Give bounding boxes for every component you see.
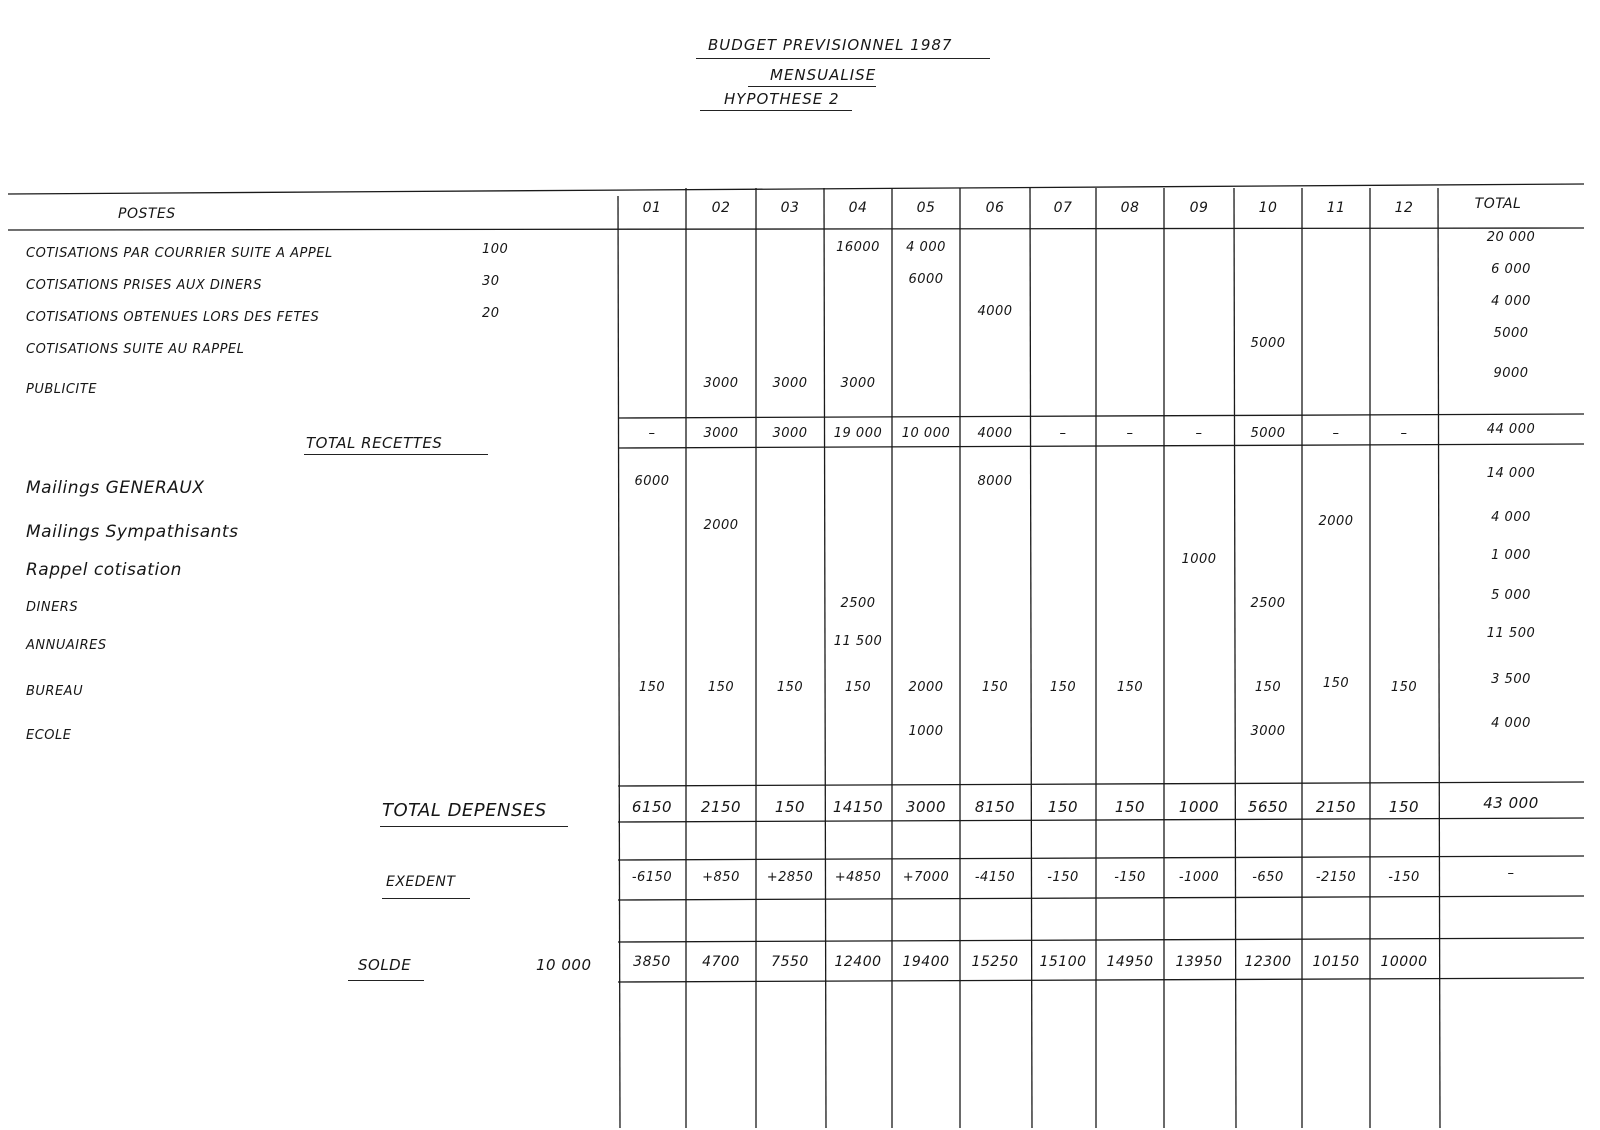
depense-cell: 6000: [634, 474, 670, 489]
recette-note: 20: [482, 306, 500, 321]
depense-total: 11 500: [1486, 626, 1536, 641]
month-header-08: 08: [1120, 200, 1140, 216]
depense-cell: 1000: [1181, 552, 1217, 567]
recette-total: 6 000: [1491, 262, 1531, 277]
depense-cell: 150: [1322, 676, 1350, 691]
month-header-07: 07: [1053, 200, 1073, 216]
total-recettes-label: TOTAL RECETTES: [306, 434, 443, 452]
recette-label: COTISATIONS SUITE AU RAPPEL: [26, 342, 245, 357]
total-recettes-cell: 10 000: [901, 426, 951, 441]
solde-cell: 12400: [834, 954, 882, 970]
depense-cell: 150: [844, 680, 872, 695]
total-recettes-cell: –: [1126, 426, 1134, 441]
excedent-cell: -1000: [1178, 870, 1220, 885]
total-depenses-underline: [380, 826, 568, 827]
total-recettes-cell: 4000: [977, 426, 1013, 441]
recette-total: 9000: [1493, 366, 1529, 381]
recette-cell: 3000: [772, 376, 808, 391]
column-divider: [1030, 188, 1032, 1128]
total-depenses-total: 43 000: [1483, 794, 1539, 812]
depense-label: ECOLE: [26, 728, 72, 743]
depense-label: Mailings Sympathisants: [26, 522, 239, 542]
depense-cell: 11 500: [833, 634, 883, 649]
depense-cell: 150: [1049, 680, 1077, 695]
solde-cell: 4700: [702, 954, 740, 970]
depense-cell: 150: [1390, 680, 1418, 695]
month-header-10: 10: [1258, 200, 1278, 216]
total-recettes-cell: –: [1059, 426, 1067, 441]
depense-cell: 2500: [1250, 596, 1286, 611]
month-header-02: 02: [711, 200, 731, 216]
solde-cell: 15100: [1039, 954, 1087, 970]
total-depenses-cell: 8150: [974, 798, 1016, 816]
total-recettes-cell: –: [1332, 426, 1340, 441]
excedent-label: EXEDENT: [386, 874, 456, 890]
excedent-underline: [382, 898, 470, 899]
excedent-cell: -650: [1252, 870, 1284, 885]
solde-cell: 13950: [1175, 954, 1223, 970]
recette-cell: 5000: [1250, 336, 1286, 351]
column-divider: [618, 196, 620, 1128]
depense-cell: 2000: [703, 518, 739, 533]
excedent-cell: -150: [1388, 870, 1420, 885]
total-depenses-cell: 3000: [905, 798, 947, 816]
total-depenses-cell: 1000: [1178, 798, 1220, 816]
depense-label: ANNUAIRES: [26, 638, 107, 653]
month-header-03: 03: [780, 200, 800, 216]
depense-total: 4 000: [1491, 510, 1531, 525]
total-recettes-cell: –: [1195, 426, 1203, 441]
solde-cell: 12300: [1244, 954, 1292, 970]
excedent-cell: +2850: [766, 870, 814, 885]
month-header-09: 09: [1189, 200, 1209, 216]
excedent-cell: +4850: [834, 870, 882, 885]
recette-cell: 4 000: [906, 240, 946, 255]
month-header-04: 04: [848, 200, 868, 216]
depense-cell: 150: [1254, 680, 1282, 695]
solde-cell: 3850: [633, 954, 671, 970]
recette-total: 4 000: [1491, 294, 1531, 309]
total-recettes-cell: 5000: [1250, 426, 1286, 441]
total-depenses-cell: 2150: [700, 798, 742, 816]
month-header-11: 11: [1326, 200, 1346, 216]
header-rule: [8, 228, 1584, 230]
recette-note: 100: [482, 242, 509, 257]
column-divider: [1234, 188, 1236, 1128]
total-recettes-cell: –: [1400, 426, 1408, 441]
depense-total: 4 000: [1491, 716, 1531, 731]
depense-cell: 150: [638, 680, 666, 695]
total-recettes-cell: 19 000: [833, 426, 883, 441]
total-depenses-cell: 14150: [832, 798, 884, 816]
depense-total: 3 500: [1491, 672, 1531, 687]
excedent-total: –: [1507, 866, 1515, 881]
depense-cell: 150: [707, 680, 735, 695]
document-title: BUDGET PREVISIONNEL 1987: [708, 36, 953, 54]
solde-cell: 15250: [971, 954, 1019, 970]
total-depenses-label: TOTAL DEPENSES: [382, 800, 547, 821]
excedent-cell: +850: [702, 870, 740, 885]
recette-cell: 6000: [908, 272, 944, 287]
excedent-cell: -150: [1047, 870, 1079, 885]
solde-cell: 19400: [902, 954, 950, 970]
solde-underline: [348, 980, 424, 981]
excedent-cell: +7000: [902, 870, 950, 885]
recette-label: COTISATIONS OBTENUES LORS DES FETES: [26, 310, 320, 325]
total-recettes-total: 44 000: [1486, 422, 1536, 437]
postes-header: POSTES: [118, 206, 176, 222]
excedent-cell: -2150: [1315, 870, 1357, 885]
solde-cell: 10150: [1312, 954, 1360, 970]
total-header: TOTAL: [1474, 196, 1522, 212]
depense-label: Mailings GENERAUX: [26, 478, 205, 498]
solde-initial: 10 000: [536, 956, 592, 974]
recette-cell: 16000: [836, 240, 880, 255]
depense-cell: 2000: [908, 680, 944, 695]
month-header-12: 12: [1394, 200, 1414, 216]
total-recettes-cell: 3000: [703, 426, 739, 441]
depense-total: 1 000: [1491, 548, 1531, 563]
solde-cell: 14950: [1106, 954, 1154, 970]
recette-label: COTISATIONS PRISES AUX DINERS: [26, 278, 262, 293]
depense-cell: 3000: [1250, 724, 1286, 739]
total-recettes-underline: [304, 454, 488, 455]
depense-label: BUREAU: [26, 684, 84, 699]
column-divider: [824, 188, 826, 1128]
depense-cell: 8000: [977, 474, 1013, 489]
depense-cell: 2000: [1318, 514, 1354, 529]
recette-label: PUBLICITE: [26, 382, 97, 397]
total-depenses-cell: 150: [774, 798, 806, 816]
recette-total: 20 000: [1486, 230, 1536, 245]
month-header-06: 06: [985, 200, 1005, 216]
excedent-cell: -150: [1114, 870, 1146, 885]
depense-label: Rappel cotisation: [26, 560, 182, 580]
total-recettes-cell: 3000: [772, 426, 808, 441]
recette-label: COTISATIONS PAR COURRIER SUITE A APPEL: [26, 246, 333, 261]
total-depenses-cell: 5650: [1247, 798, 1289, 816]
recette-total: 5000: [1493, 326, 1529, 341]
depense-total: 14 000: [1486, 466, 1536, 481]
excedent-cell: -6150: [631, 870, 673, 885]
depense-label: DINERS: [26, 600, 79, 615]
month-header-05: 05: [916, 200, 936, 216]
top-rule: [8, 184, 1584, 194]
solde-label: SOLDE: [358, 956, 412, 974]
total-depenses-cell: 150: [1388, 798, 1420, 816]
depense-cell: 150: [981, 680, 1009, 695]
depense-total: 5 000: [1491, 588, 1531, 603]
recette-cell: 3000: [703, 376, 739, 391]
depense-cell: 150: [776, 680, 804, 695]
recette-cell: 3000: [840, 376, 876, 391]
total-depenses-cell: 150: [1114, 798, 1146, 816]
document-hypothesis: HYPOTHESE 2: [724, 90, 840, 108]
recette-note: 30: [482, 274, 500, 289]
total-depenses-cell: 2150: [1315, 798, 1357, 816]
solde-cell: 10000: [1380, 954, 1428, 970]
recette-cell: 4000: [977, 304, 1013, 319]
depense-cell: 1000: [908, 724, 944, 739]
document-subtitle: MENSUALISE: [770, 66, 877, 84]
total-recettes-cell: –: [648, 426, 656, 441]
total-depenses-cell: 150: [1047, 798, 1079, 816]
excedent-cell: -4150: [974, 870, 1016, 885]
solde-cell: 7550: [771, 954, 809, 970]
month-header-01: 01: [642, 200, 662, 216]
depense-cell: 150: [1116, 680, 1144, 695]
total-depenses-cell: 6150: [631, 798, 673, 816]
depense-cell: 2500: [840, 596, 876, 611]
